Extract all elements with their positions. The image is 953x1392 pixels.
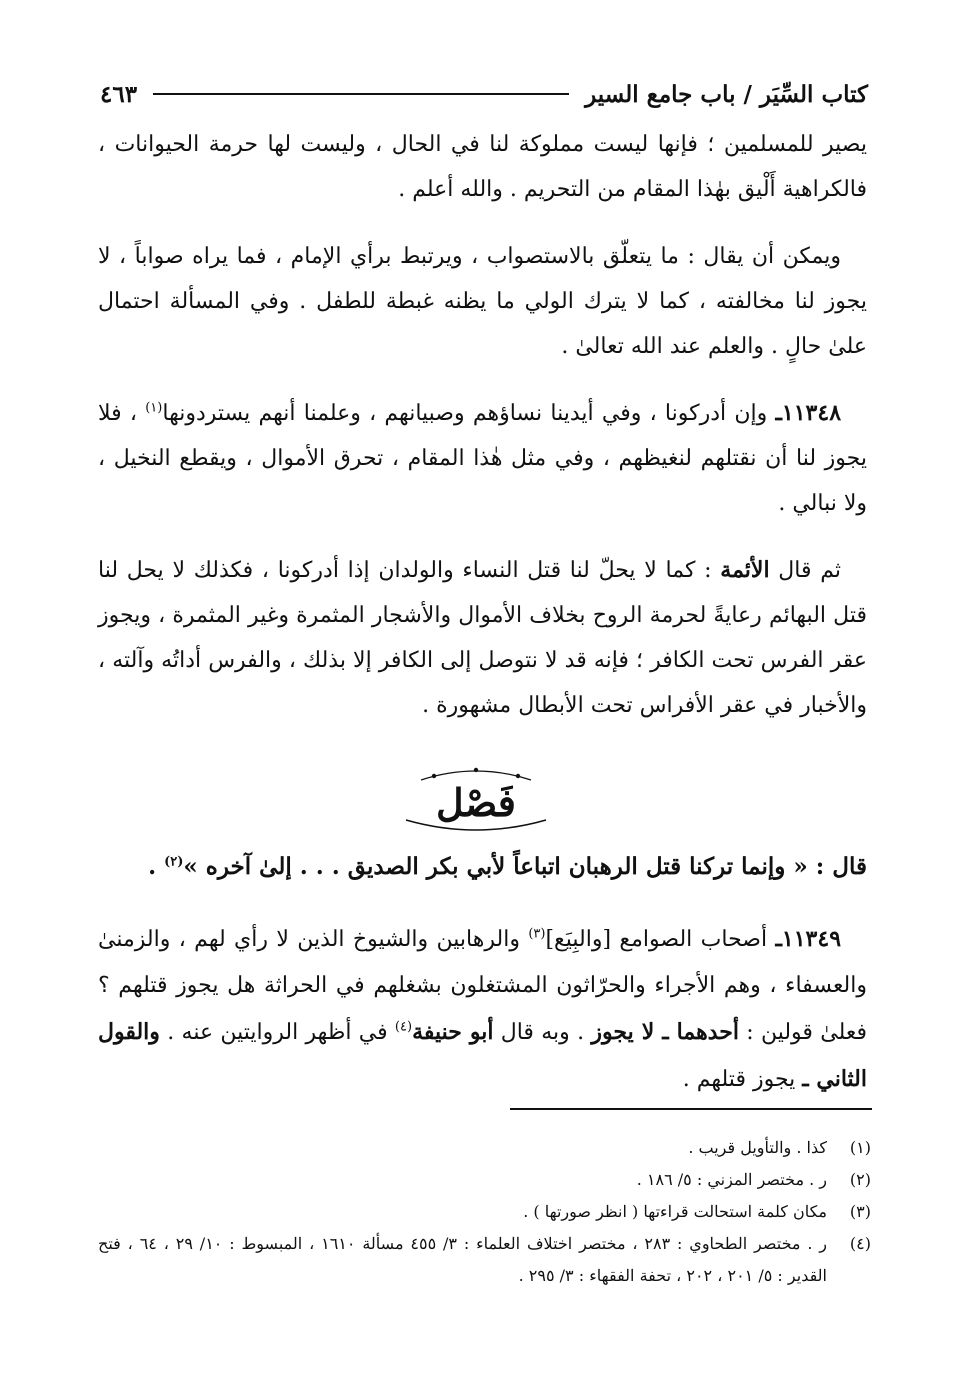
footnote-item bbox=[98, 1196, 871, 1228]
header-rule bbox=[153, 93, 569, 95]
paragraph-text: : كما لا يحلّ لنا قتل النساء والولدان إذا أدركونا ، فكذلك لا يحل لنا قتل البهائم رعايةً لحرمة الروح بخلاف الأموال والأشجار المثمرة وغير المثمرة ، ويجوز عقر الفرس تحت الكافر ؛ فإنه قد لا نتوصل إلى الكافر إلا بذلك ، والفرس أداتُه وآلته ، والأخبار في عقر الأفراس تحت الأبطال مشهورة . bbox=[98, 558, 867, 718]
footnote-number: (٤) bbox=[849, 1234, 871, 1253]
footnote-number: (١) bbox=[849, 1138, 871, 1157]
quote-end: . bbox=[148, 853, 165, 880]
paragraph-11348 bbox=[98, 391, 867, 526]
main-text bbox=[98, 122, 867, 750]
paragraph-number: ١١٣٤٩ـ bbox=[775, 926, 842, 952]
section-quote bbox=[98, 842, 867, 892]
paragraph bbox=[98, 548, 867, 728]
section-ornament bbox=[376, 758, 576, 840]
paragraph-text: يجوز قتلهم . bbox=[682, 1067, 803, 1092]
paragraph-text: وإن أدركونا ، وفي أيدينا نساؤهم وصبيانهم ، وعلمنا أنهم يستردونها bbox=[162, 401, 776, 426]
footnotes bbox=[98, 1132, 871, 1292]
footnote-ref-4[interactable]: (٤) bbox=[394, 1019, 413, 1035]
paragraph-text: ثم قال bbox=[769, 558, 841, 583]
paragraph-number: ١١٣٤٨ـ bbox=[775, 400, 842, 426]
footnote-item bbox=[98, 1228, 871, 1292]
footnote-text: مكان كلمة استحالت قراءتها ( انظر صورتها ) . bbox=[523, 1202, 827, 1221]
running-header bbox=[100, 72, 868, 116]
paragraph: ويمكن أن يقال : ما يتعلّق بالاستصواب ، ويرتبط برأي الإمام ، فما يراه صواباً ، لا يجوز لنا مخالفته ، كما لا يترك الولي ما يظنه غبطة للطفل . وفي المسألة احتمال علىٰ حالٍ . والعلم عند الله تعالىٰ . bbox=[98, 244, 867, 359]
bold-term: والقول الثاني ـ bbox=[98, 1019, 867, 1092]
main-text-2 bbox=[98, 916, 867, 1103]
paragraph-text: في أظهر الروايتين عنه . bbox=[159, 1020, 395, 1045]
footnote-ref-2[interactable]: (٢) bbox=[164, 854, 184, 870]
footnote-separator bbox=[510, 1108, 872, 1110]
page-number: ٤٦٣ bbox=[100, 80, 138, 108]
bold-term: الأئمة bbox=[720, 557, 770, 583]
paragraph-text: والرهابين والشيوخ الذين لا رأي لهم ، والزمنىٰ والعسفاء ، وهم الأجراء والحرّاثون المشتغلون بشغلهم في الحراثة هل يجوز قتلهم ؟ فعلىٰ قولين : bbox=[98, 927, 867, 1045]
paragraph-11349 bbox=[98, 916, 867, 1103]
header-title: كتاب السِّيَر / باب جامع السير bbox=[585, 80, 868, 108]
footnote-number: (٢) bbox=[849, 1170, 871, 1189]
paragraph-text: أصحاب الصوامع [والبِيَع] bbox=[545, 927, 776, 952]
paragraph-text: ، فلا يجوز لنا أن نقتلهم لنغيظهم ، وفي مثل هٰذا المقام ، تحرق الأموال ، ويقطع النخيل ، ولا نبالي . bbox=[98, 401, 867, 516]
quote-text: وإنما تركنا قتل الرهبان اتباعاً لأبي بكر الصديق . . . إلىٰ آخره bbox=[205, 853, 786, 880]
paragraph-text: . وبه قال bbox=[493, 1020, 592, 1045]
quote-suffix: » bbox=[183, 853, 206, 880]
bold-term: أبو حنيفة bbox=[412, 1019, 494, 1045]
paragraph-continuation: يصير للمسلمين ؛ فإنها ليست مملوكة لنا في الحال ، وليست لها حرمة الحيوانات ، فالكراهية أَلْيق بهٰذا المقام من التحريم . والله أعلم . bbox=[98, 132, 867, 202]
bold-term: أحدهما ـ لا يجوز bbox=[591, 1019, 739, 1045]
footnote-ref-1[interactable]: (١) bbox=[145, 400, 163, 416]
footnote-ref-3[interactable]: (٣) bbox=[528, 926, 546, 942]
quote-prefix: قال : « bbox=[785, 853, 867, 880]
ornament-title: فَصْل bbox=[436, 780, 516, 825]
footnote-item bbox=[98, 1132, 871, 1164]
footnote-number: (٣) bbox=[849, 1202, 871, 1221]
footnote-item bbox=[98, 1164, 871, 1196]
footnote-text: ر . مختصر المزني : ٥/ ١٨٦ . bbox=[636, 1170, 827, 1189]
footnote-text: كذا . والتأويل قريب . bbox=[688, 1138, 827, 1157]
footnote-text: ر . مختصر الطحاوي : ٢٨٣ ، مختصر اختلاف العلماء : ٣/ ٤٥٥ مسألة ١٦١٠ ، المبسوط : ١٠/ ٢٩ ، ٦٤ ، فتح القدير : ٥/ ٢٠١ ، ٢٠٢ ، تحفة الفقهاء : ٣/ ٢٩٥ . bbox=[98, 1234, 828, 1285]
